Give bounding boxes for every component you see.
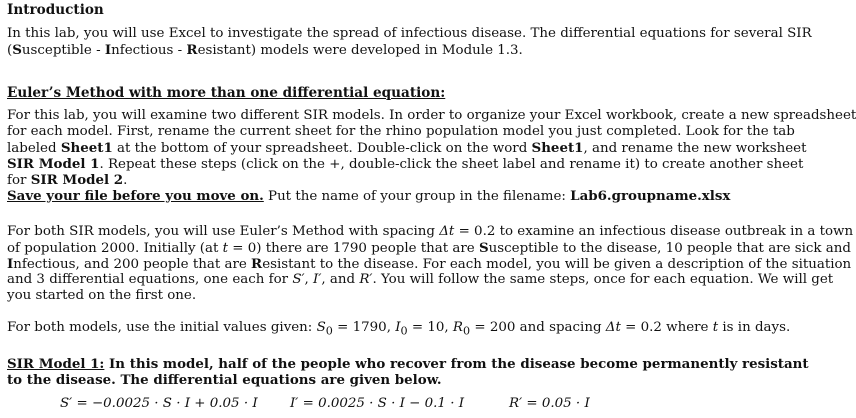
euler-para2-line-3: Infectious, and 200 people that are Resistant to the disease. For each model, you will be given a description of the situation: [7, 256, 852, 272]
introduction-heading: Introduction: [7, 2, 104, 18]
euler-para1-line-3: labeled Sheet1 at the bottom of your spreadsheet. Double-click on the word Sheet1, and rename the new worksheet: [7, 140, 807, 156]
euler-para1-line-5: for SIR Model 2.: [7, 172, 128, 188]
sir-model-1-description-line-2: to the disease. The differential equations are given below.: [7, 372, 442, 388]
intro-paragraph-line-1: In this lab, you will use Excel to investigate the spread of infectious disease. The differential equations for several SIR: [7, 26, 812, 41]
equation-s-prime: S′ = −0.0025 · S · I + 0.05 · I: [60, 396, 258, 411]
sir-model-1-description-line-1: SIR Model 1: In this model, half of the people who recover from the disease become permanently resistant: [7, 356, 809, 372]
sir-model-1-label: SIR Model 1:: [7, 356, 105, 372]
euler-para2-line-5: you started on the first one.: [7, 288, 197, 303]
euler-para1-line-1: For this lab, you will examine two different SIR models. In order to organize your Excel workbook, create a new spreadsheet: [7, 108, 856, 123]
euler-para1-line-6: Save your file before you move on. Put the name of your group in the filename: Lab6.groupname.xlsx: [7, 188, 731, 204]
euler-para1-line-4: SIR Model 1. Repeat these steps (click on the +, double-click the sheet label and rename it) to create another sheet: [7, 156, 804, 172]
equation-i-prime: I′ = 0.0025 · S · I − 0.1 · I: [290, 396, 465, 411]
euler-section-heading: Euler’s Method with more than one differential equation:: [7, 85, 446, 101]
filename-template: Lab6.groupname.xlsx: [570, 188, 731, 204]
save-file-reminder: Save your file before you move on.: [7, 188, 264, 204]
intro-paragraph-line-2: (Susceptible - Infectious - Resistant) models were developed in Module 1.3.: [7, 42, 523, 58]
euler-para2-line-1: For both SIR models, you will use Euler’s Method with spacing Δt = 0.2 to examine an infectious disease outbreak in a town: [7, 224, 854, 239]
euler-para2-line-2: of population 2000. Initially (at t = 0) there are 1790 people that are Susceptible to the disease, 10 people that are sick and: [7, 240, 851, 256]
euler-para1-line-2: for each model. First, rename the current sheet for the rhino population model you just completed. Look for the tab: [7, 124, 795, 139]
euler-para2-line-4: and 3 differential equations, one each for S′, I′, and R′. You will follow the same steps, once for each equation. We will get: [7, 272, 834, 287]
initial-values-line: For both models, use the initial values given: $S_0 = 1790$, $I_0 = 10$, $R_0 = 200$ and spacing Δt = 0.2 where t is in days.: [7, 320, 791, 338]
equation-r-prime: R′ = 0.05 · I: [509, 396, 590, 411]
